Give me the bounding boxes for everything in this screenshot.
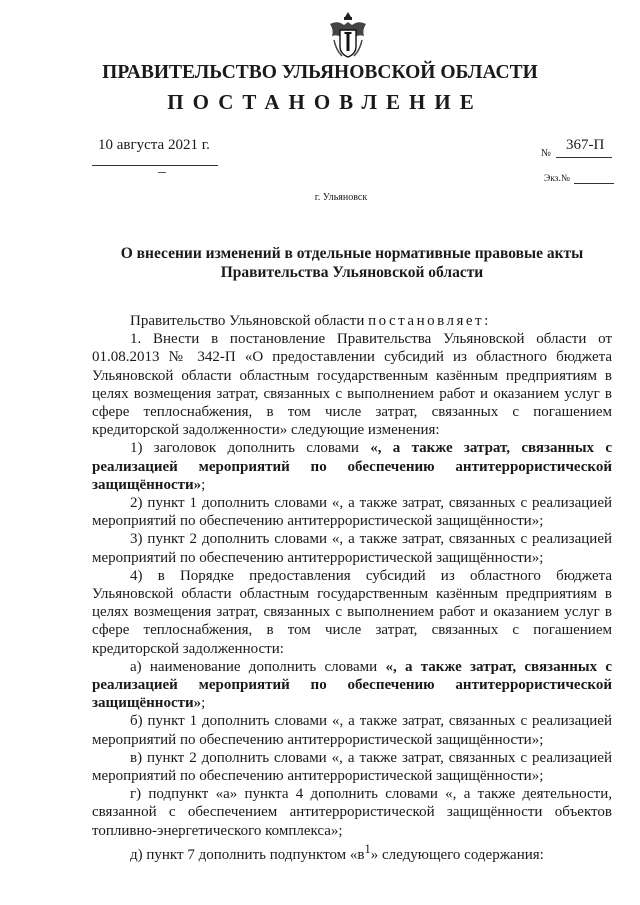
paragraph-2-bold: «, а также затрат, связанных с реализацией мероприятий по обеспечению антитеррористической защищённости» xyxy=(92,440,612,493)
dash-mark xyxy=(158,172,166,173)
copy-number-label: Экз.№ xyxy=(544,174,570,184)
city: г. Ульяновск xyxy=(314,192,368,203)
paragraph-8: в) пункт 2 дополнить словами «, а также затрат, связанных с реализацией мероприятий по обеспечению антитеррористической защищённости»; xyxy=(92,749,612,785)
date-underline xyxy=(92,165,218,166)
paragraph-10-end: » следующего содержания: xyxy=(370,846,544,863)
paragraph-10 xyxy=(92,840,612,864)
copy-number-underline xyxy=(574,183,614,184)
document-type: ПОСТАНОВЛЕНИЕ xyxy=(167,90,483,114)
number-label: № xyxy=(541,148,552,159)
title-line-1: О внесении изменений в отдельные нормативные правовые акты xyxy=(120,245,584,262)
paragraph-6-bold: «, а также затрат, связанных с реализацией мероприятий по обеспечению антитеррористической защищённости» xyxy=(92,658,612,712)
paragraph-9: г) подпункт «а» пункта 4 дополнить словами «, а также деятельности, связанной с обеспечением антитеррористической защищённости объектов топливно-энергетического комплекса»; xyxy=(92,786,612,839)
intro-paragraph xyxy=(92,312,612,330)
government-name: ПРАВИТЕЛЬСТВО УЛЬЯНОВСКОЙ ОБЛАСТИ xyxy=(102,62,538,83)
paragraph-3: 2) пункт 1 дополнить словами «, а также затрат, связанных с реализацией мероприятий по обеспечению антитеррористической защищённости»; xyxy=(92,495,612,530)
paragraph-10-superscript: 1 xyxy=(364,841,371,856)
coat-of-arms-icon xyxy=(326,10,370,62)
paragraph-7: б) пункт 1 дополнить словами «, а также затрат, связанных с реализацией мероприятий по обеспечению антитеррористической защищённости»; xyxy=(92,713,612,748)
paragraph-5: 4) в Порядке предоставления субсидий из областного бюджета Ульяновской области областным государственным казённым предприятиям в целях возмещения затрат, связанных с выполнением работ и оказанием услуг в сфере теплоснабжения, в том числе затрат, связанных с погашением кредиторской задолженности: xyxy=(92,567,612,657)
paragraph-6-end: ; xyxy=(201,695,206,712)
document-title xyxy=(92,244,612,282)
paragraph-1: 1. Внести в постановление Правительства Ульяновской области от 01.08.2013 № 342-П «О предоставлении субсидий из областного бюджета Ульяновской области областным государственным казённым предприятиям в целях возмещения затрат, связанных с выполнением работ и оказанием услуг в сфере теплоснабжения, в том числе затрат, связанных с погашением кредиторской задолженности» следующие изменения: xyxy=(92,331,612,439)
document-number: 367-П xyxy=(566,137,605,153)
document-body xyxy=(92,312,612,864)
paragraph-6 xyxy=(92,658,612,713)
number-underline xyxy=(556,157,612,158)
paragraph-10-text: д) пункт 7 дополнить подпунктом «в xyxy=(130,846,365,863)
paragraph-2 xyxy=(92,439,612,494)
paragraph-6-text: а) наименование дополнить словами xyxy=(130,658,386,675)
title-line-2: Правительства Ульяновской области xyxy=(220,264,484,281)
intro-subject: Правительство Ульяновской области xyxy=(130,313,365,329)
paragraph-4: 3) пункт 2 дополнить словами «, а также затрат, связанных с реализацией мероприятий по обеспечению антитеррористической защищённости»; xyxy=(92,531,612,566)
paragraph-2-end: ; xyxy=(201,476,206,493)
intro-verb: постановляет: xyxy=(368,313,491,329)
document-date: 10 августа 2021 г. xyxy=(98,137,210,153)
paragraph-2-text: 1) заголовок дополнить словами xyxy=(130,440,371,457)
